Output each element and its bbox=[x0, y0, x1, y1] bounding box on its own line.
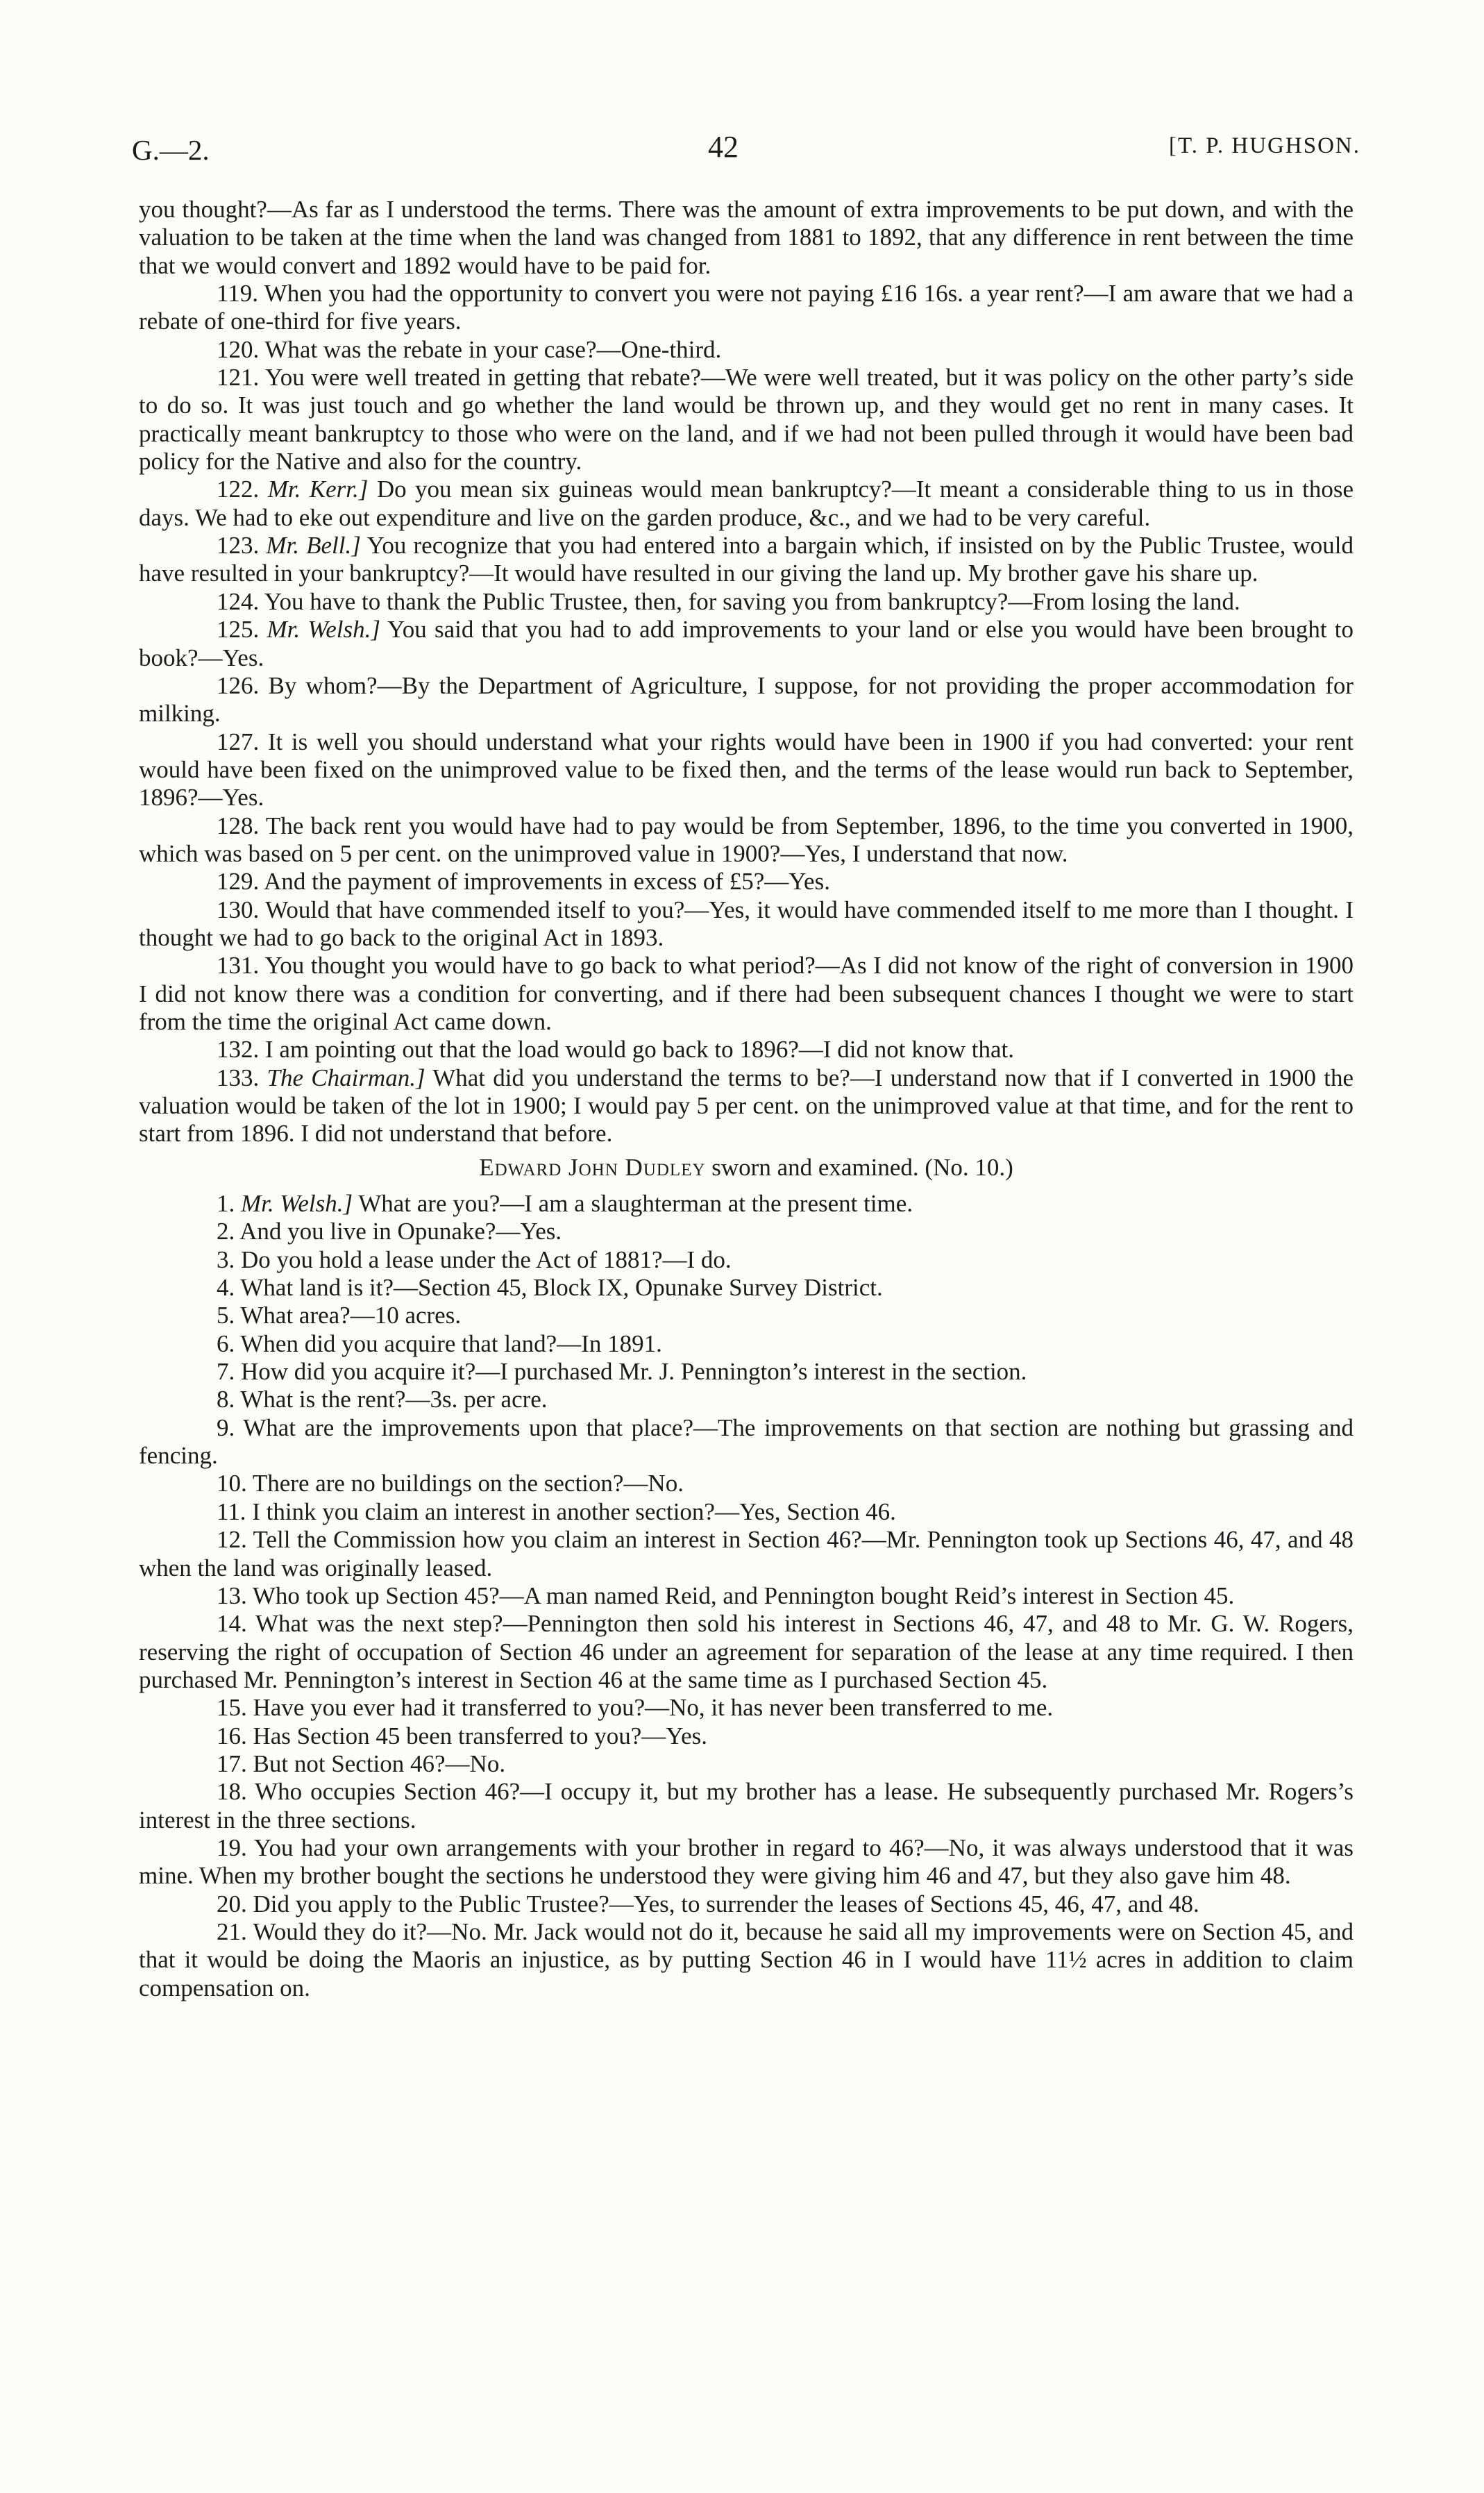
question-number: 121. bbox=[217, 364, 260, 392]
question-answer-text: When did you acquire that land?—In 1891. bbox=[240, 1329, 662, 1357]
question-paragraph bbox=[139, 1036, 1354, 1064]
question-number: 119. bbox=[217, 280, 258, 308]
question-paragraph bbox=[139, 1498, 1354, 1526]
question-number: 132. bbox=[217, 1036, 260, 1064]
question-number: 129. bbox=[217, 868, 260, 896]
question-number: 120. bbox=[217, 335, 260, 363]
question-number: 10. bbox=[217, 1470, 247, 1497]
speaker-name: Mr. Welsh.] bbox=[241, 1190, 353, 1218]
speaker-name: Mr. Kerr.] bbox=[267, 476, 369, 503]
question-number: 11. bbox=[217, 1497, 246, 1525]
question-paragraph bbox=[139, 1218, 1354, 1245]
question-paragraph bbox=[139, 616, 1354, 672]
question-answer-text: What was the rebate in your case?—One-third. bbox=[264, 335, 722, 363]
question-answer-text: You said that you had to add improvements to your land or else you would have been brought to book?—Yes. bbox=[139, 616, 1354, 671]
question-paragraph bbox=[139, 1610, 1354, 1694]
question-answer-text: What was the next step?—Pennington then sold his interest in Sections 46, 47, and 48 to Mr. G. W. Rogers, reserving the right of occupation of Section 46 under an agreement for separation of the lease at any time required. I then purchased Mr. Pennington’s interest in Section 46 at the same time as I purchased Section 45. bbox=[139, 1610, 1354, 1693]
question-paragraph bbox=[139, 1386, 1354, 1413]
witness-heading-rest: sworn and examined. (No. 10.) bbox=[711, 1153, 1013, 1181]
question-answer-text: You were well treated in getting that rebate?—We were well treated, but it was policy on the other party’s side to do so. It was just touch and go whether the land would be thrown up, and they would get no rent in many cases. It practically meant bankruptcy to those who were on the land, and if we had not been pulled through it would have been bad policy for the Native and also for the country. bbox=[139, 364, 1354, 476]
question-answer-text: Did you apply to the Public Trustee?—Yes, to surrender the leases of Sections 45, 46, 47, and 48. bbox=[253, 1890, 1199, 1917]
question-paragraph bbox=[139, 896, 1354, 952]
question-answer-text: But not Section 46?—No. bbox=[253, 1749, 506, 1777]
question-number: 133. bbox=[217, 1064, 260, 1091]
witness-name-header: [T. P. HUGHSON. bbox=[1169, 133, 1360, 158]
question-number: 7. bbox=[217, 1358, 235, 1386]
question-answer-text: Do you hold a lease under the Act of 1881?—I do. bbox=[241, 1245, 732, 1273]
question-number: 126. bbox=[217, 671, 260, 699]
question-number: 1. bbox=[217, 1190, 235, 1218]
question-answer-text: Who occupies Section 46?—I occupy it, but my brother has a lease. He subsequently purchased Mr. Rogers’s interest in the three sections. bbox=[139, 1778, 1354, 1833]
question-answer-text: You recognize that you had entered into a bargain which, if insisted on by the Public Trustee, would have resulted in your bankruptcy?—It would have resulted in our giving the land up. My brother gave his share up. bbox=[139, 532, 1354, 587]
question-answer-text: You have to thank the Public Trustee, then, for saving you from bankruptcy?—From losing the land. bbox=[264, 587, 1240, 615]
question-answer-text: Do you mean six guineas would mean bankruptcy?—It meant a considerable thing to us in those days. We had to eke out expenditure and live on the garden produce, &c., and we had to be very careful. bbox=[139, 476, 1354, 531]
question-paragraph bbox=[139, 728, 1354, 812]
question-number: 13. bbox=[217, 1581, 247, 1609]
witness-name: Edward John Dudley bbox=[479, 1153, 706, 1181]
paragraph-text: you thought?—As far as I understood the terms. There was the amount of extra improvements to be put down, and with the valuation to be taken at the time when the land was changed from 1881 to 1892, that any difference in rent between the time that we would convert and 1892 would have to be paid for. bbox=[139, 196, 1354, 279]
page-header bbox=[132, 130, 1360, 175]
question-paragraph bbox=[139, 364, 1354, 476]
question-paragraph bbox=[139, 1582, 1354, 1610]
question-paragraph bbox=[139, 672, 1354, 728]
question-number: 19. bbox=[217, 1833, 247, 1861]
question-answer-text: Who took up Section 45?—A man named Reid, and Pennington bought Reid’s interest in Section 45. bbox=[252, 1581, 1235, 1609]
question-answer-text: It is well you should understand what your rights would have been in 1900 if you had converted: your rent would have been fixed on the unimproved value to be fixed then, and the terms of the lease would run back to September, 1896?—Yes. bbox=[139, 728, 1354, 812]
question-number: 125. bbox=[217, 616, 260, 644]
question-number: 12. bbox=[217, 1526, 247, 1554]
question-paragraph bbox=[139, 1778, 1354, 1834]
question-paragraph bbox=[139, 1694, 1354, 1722]
question-paragraph bbox=[139, 1750, 1354, 1778]
question-number: 20. bbox=[217, 1890, 247, 1917]
question-number: 5. bbox=[217, 1302, 235, 1329]
question-answer-text: Have you ever had it transferred to you?—No, it has never been transferred to me. bbox=[253, 1694, 1054, 1722]
question-answer-text: When you had the opportunity to convert you were not paying £16 16s. a year rent?—I am aware that we had a rebate of one-third for five years. bbox=[139, 280, 1354, 335]
question-paragraph bbox=[139, 1064, 1354, 1148]
question-number: 124. bbox=[217, 587, 260, 615]
question-answer-text: How did you acquire it?—I purchased Mr. J. Pennington’s interest in the section. bbox=[241, 1358, 1027, 1386]
question-answer-text: What land is it?—Section 45, Block IX, Opunake Survey District. bbox=[240, 1274, 883, 1302]
question-paragraph bbox=[139, 812, 1354, 868]
question-paragraph bbox=[139, 952, 1354, 1036]
question-answer-text: Has Section 45 been transferred to you?—Yes. bbox=[253, 1722, 707, 1749]
question-answer-text: What area?—10 acres. bbox=[240, 1302, 462, 1329]
question-answer-text: I am pointing out that the load would go back to 1896?—I did not know that. bbox=[265, 1036, 1015, 1064]
speaker-name: The Chairman.] bbox=[267, 1064, 425, 1091]
question-paragraph bbox=[139, 1722, 1354, 1750]
question-answer-text: And you live in Opunake?—Yes. bbox=[239, 1218, 562, 1245]
question-number: 127. bbox=[217, 728, 260, 755]
question-answer-text: What are the improvements upon that place?—The improvements on that section are nothing but grassing and fencing. bbox=[139, 1413, 1354, 1470]
question-number: 131. bbox=[217, 952, 260, 980]
question-answer-text: What did you understand the terms to be?—I understand now that if I converted in 1900 the valuation would be taken of the lot in 1900; I would pay 5 per cent. on the unimproved value at that time, and for the rent to start from 1896. I did not understand that before. bbox=[139, 1064, 1354, 1148]
continued-answer bbox=[139, 196, 1354, 280]
question-answer-text: Would that have commended itself to you?—Yes, it would have commended itself to me more than I thought. I thought we had to go back to the original Act in 1893. bbox=[139, 896, 1354, 951]
question-paragraph bbox=[139, 476, 1354, 532]
speaker-name: Mr. Bell.] bbox=[266, 532, 361, 560]
question-number: 4. bbox=[217, 1274, 235, 1302]
question-paragraph bbox=[139, 868, 1354, 896]
report-code: G.—2. bbox=[132, 134, 210, 166]
witness-heading bbox=[139, 1154, 1354, 1182]
page-number: 42 bbox=[708, 130, 739, 164]
question-number: 3. bbox=[217, 1245, 235, 1273]
question-paragraph bbox=[139, 1918, 1354, 2002]
question-paragraph bbox=[139, 1526, 1354, 1582]
question-number: 2. bbox=[217, 1218, 235, 1245]
question-answer-text: And the payment of improvements in excess of £5?—Yes. bbox=[264, 868, 830, 896]
question-number: 18. bbox=[217, 1778, 247, 1806]
question-paragraph bbox=[139, 1190, 1354, 1218]
question-number: 122. bbox=[217, 476, 260, 503]
question-answer-text: There are no buildings on the section?—No. bbox=[252, 1470, 684, 1497]
question-paragraph bbox=[139, 1330, 1354, 1358]
document-body bbox=[139, 196, 1354, 2002]
question-paragraph bbox=[139, 532, 1354, 588]
question-paragraph bbox=[139, 280, 1354, 336]
question-paragraph bbox=[139, 1470, 1354, 1497]
question-paragraph bbox=[139, 336, 1354, 364]
question-number: 123. bbox=[217, 532, 260, 560]
question-paragraph bbox=[139, 1358, 1354, 1386]
question-paragraph bbox=[139, 1246, 1354, 1274]
question-paragraph bbox=[139, 1274, 1354, 1302]
question-answer-text: What are you?—I am a slaughterman at the present time. bbox=[358, 1190, 913, 1218]
question-answer-text: You thought you would have to go back to what period?—As I did not know of the right of conversion in 1900 I did not know there was a condition for converting, and if there had been subsequent chances I thought we were to start from the time the original Act came down. bbox=[139, 952, 1354, 1035]
question-number: 6. bbox=[217, 1329, 235, 1357]
question-number: 8. bbox=[217, 1386, 235, 1413]
question-answer-text: What is the rent?—3s. per acre. bbox=[240, 1386, 548, 1413]
question-number: 17. bbox=[217, 1749, 247, 1777]
speaker-name: Mr. Welsh.] bbox=[267, 616, 381, 644]
question-number: 128. bbox=[217, 812, 260, 839]
question-paragraph bbox=[139, 1890, 1354, 1918]
question-number: 14. bbox=[217, 1610, 247, 1638]
question-number: 130. bbox=[217, 896, 260, 923]
question-paragraph bbox=[139, 1414, 1354, 1470]
question-number: 9. bbox=[217, 1413, 235, 1441]
question-number: 15. bbox=[217, 1694, 247, 1722]
question-number: 21. bbox=[217, 1917, 247, 1945]
question-number: 16. bbox=[217, 1722, 247, 1749]
question-answer-text: Tell the Commission how you claim an interest in Section 46?—Mr. Pennington took up Sections 46, 47, and 48 when the land was originally leased. bbox=[139, 1526, 1354, 1581]
question-answer-text: You had your own arrangements with your brother in regard to 46?—No, it was always understood that it was mine. When my brother bought the sections he understood they were giving him 46 and 47, but they also gave him 48. bbox=[139, 1833, 1354, 1890]
question-answer-text: Would they do it?—No. Mr. Jack would not do it, because he said all my improvements were on Section 45, and that it would be doing the Maoris an injustice, as by putting Section 46 in I would have 11½ acres in addition to claim compensation on. bbox=[139, 1917, 1354, 2001]
question-answer-text: I think you claim an interest in another section?—Yes, Section 46. bbox=[252, 1497, 896, 1525]
question-paragraph bbox=[139, 1302, 1354, 1329]
question-paragraph bbox=[139, 588, 1354, 616]
question-answer-text: The back rent you would have had to pay would be from September, 1896, to the time you converted in 1900, which was based on 5 per cent. on the unimproved value in 1900?—Yes, I understand that now. bbox=[139, 812, 1354, 867]
question-answer-text: By whom?—By the Department of Agriculture, I suppose, for not providing the proper accommodation for milking. bbox=[139, 671, 1354, 728]
question-paragraph bbox=[139, 1834, 1354, 1890]
